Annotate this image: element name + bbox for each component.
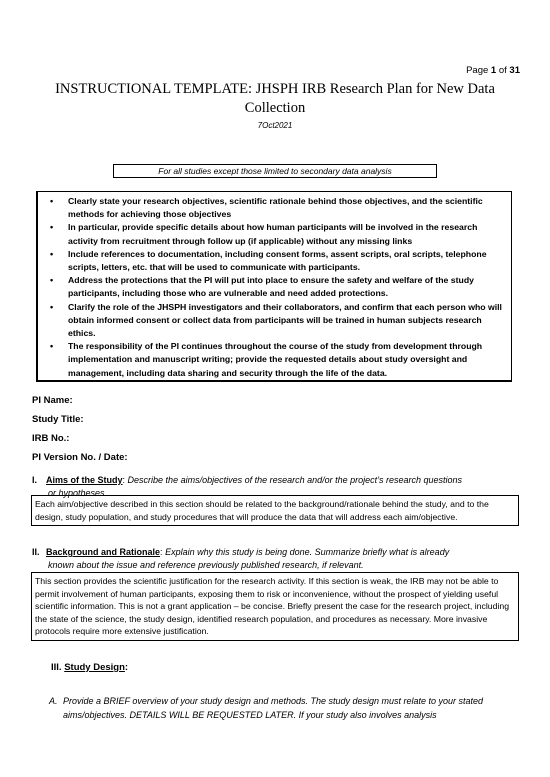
document-date: 7Oct2021 — [257, 121, 293, 130]
list-item: • Clarify the role of the JHSPH investigators and their collaborators, and confirm that each person who will obtain informed consent or collect data from participants will be trained in human subjects research ethics. — [50, 301, 502, 339]
document-title: INSTRUCTIONAL TEMPLATE: JHSPH IRB Research Plan for New Data Collection — [55, 81, 495, 116]
instructions-box — [36, 191, 512, 382]
bullet-icon: • — [50, 275, 54, 286]
study-title-field[interactable]: Study Title: — [32, 414, 84, 425]
study-design-item-a: A. Provide a BRIEF overview of your study design and methods. The study design must relate to your stated aims/objectives. DETAILS WILL BE REQUESTED LATER. If your study also involves analysis — [49, 696, 484, 720]
bullet-icon: • — [50, 222, 54, 233]
pi-version-field[interactable]: PI Version No. / Date: — [32, 452, 128, 463]
pi-name-field[interactable]: PI Name: — [32, 395, 73, 406]
instructions-list — [48, 195, 505, 380]
bullet-icon: • — [50, 196, 54, 206]
background-label: Background and Rationale — [46, 547, 161, 557]
bullet-icon: • — [50, 341, 54, 352]
bullet-icon: • — [50, 301, 54, 312]
list-item: • The responsibility of the PI continues throughout the course of the study from development through implementation and manuscript writing; provide the requested details about study oversight and management, including data sharing and security through the life of the data. — [50, 341, 483, 378]
list-item: • Include references to documentation, including consent forms, assent scripts, oral scripts, telephone scripts, letters, etc. that will be used to communicate with participants. — [50, 248, 487, 273]
page-number: Page 1 of 31 — [466, 65, 520, 76]
aims-label: Aims of the Study — [46, 475, 123, 485]
background-heading: II. Background and Rationale: Explain why this study is being done. Summarize briefly what is already known about the issue and reference previously published research, if relevant. — [32, 547, 450, 570]
aims-note-box: Each aim/objective described in this section should be related to the background/rationale behind the study, and to the design, study population, and study procedures that will produce the data that will address each aim/objective. — [31, 495, 519, 526]
list-item: • Address the protections that the PI will put into place to ensure the safety and welfare of the study participants, including those who are vulnerable and need added protections. — [50, 275, 474, 299]
scope-note: For all studies except those limited to secondary data analysis — [113, 164, 437, 178]
list-item: • Clearly state your research objectives, scientific rationale behind those objectives, and the scientific methods for achieving those objectives — [50, 196, 483, 220]
study-design-heading: III. Study Design: — [51, 662, 129, 673]
aims-heading: I. Aims of the Study: Describe the aims/objectives of the research and/or the project’s research questions or hypotheses. — [32, 475, 463, 498]
background-note-box: This section provides the scientific justification for the research activity. If this section is weak, the IRB may not be able to permit involvement of human participants, exposing them to risk or inconvenience, without the prospect of yielding useful scientific information. This is not a grant application – be concise. Briefly present the case for the research project, including the state of the science, the study design, identified research population, and procedures as necessary. More invasive protocols require more extensive justification. — [31, 572, 519, 641]
irb-number-field[interactable]: IRB No.: — [32, 433, 70, 444]
bullet-icon: • — [50, 248, 54, 259]
list-item: • In particular, provide specific details about how human participants will be involved in the research activity from recruitment through follow up (if applicable) without any missing links — [50, 222, 478, 246]
